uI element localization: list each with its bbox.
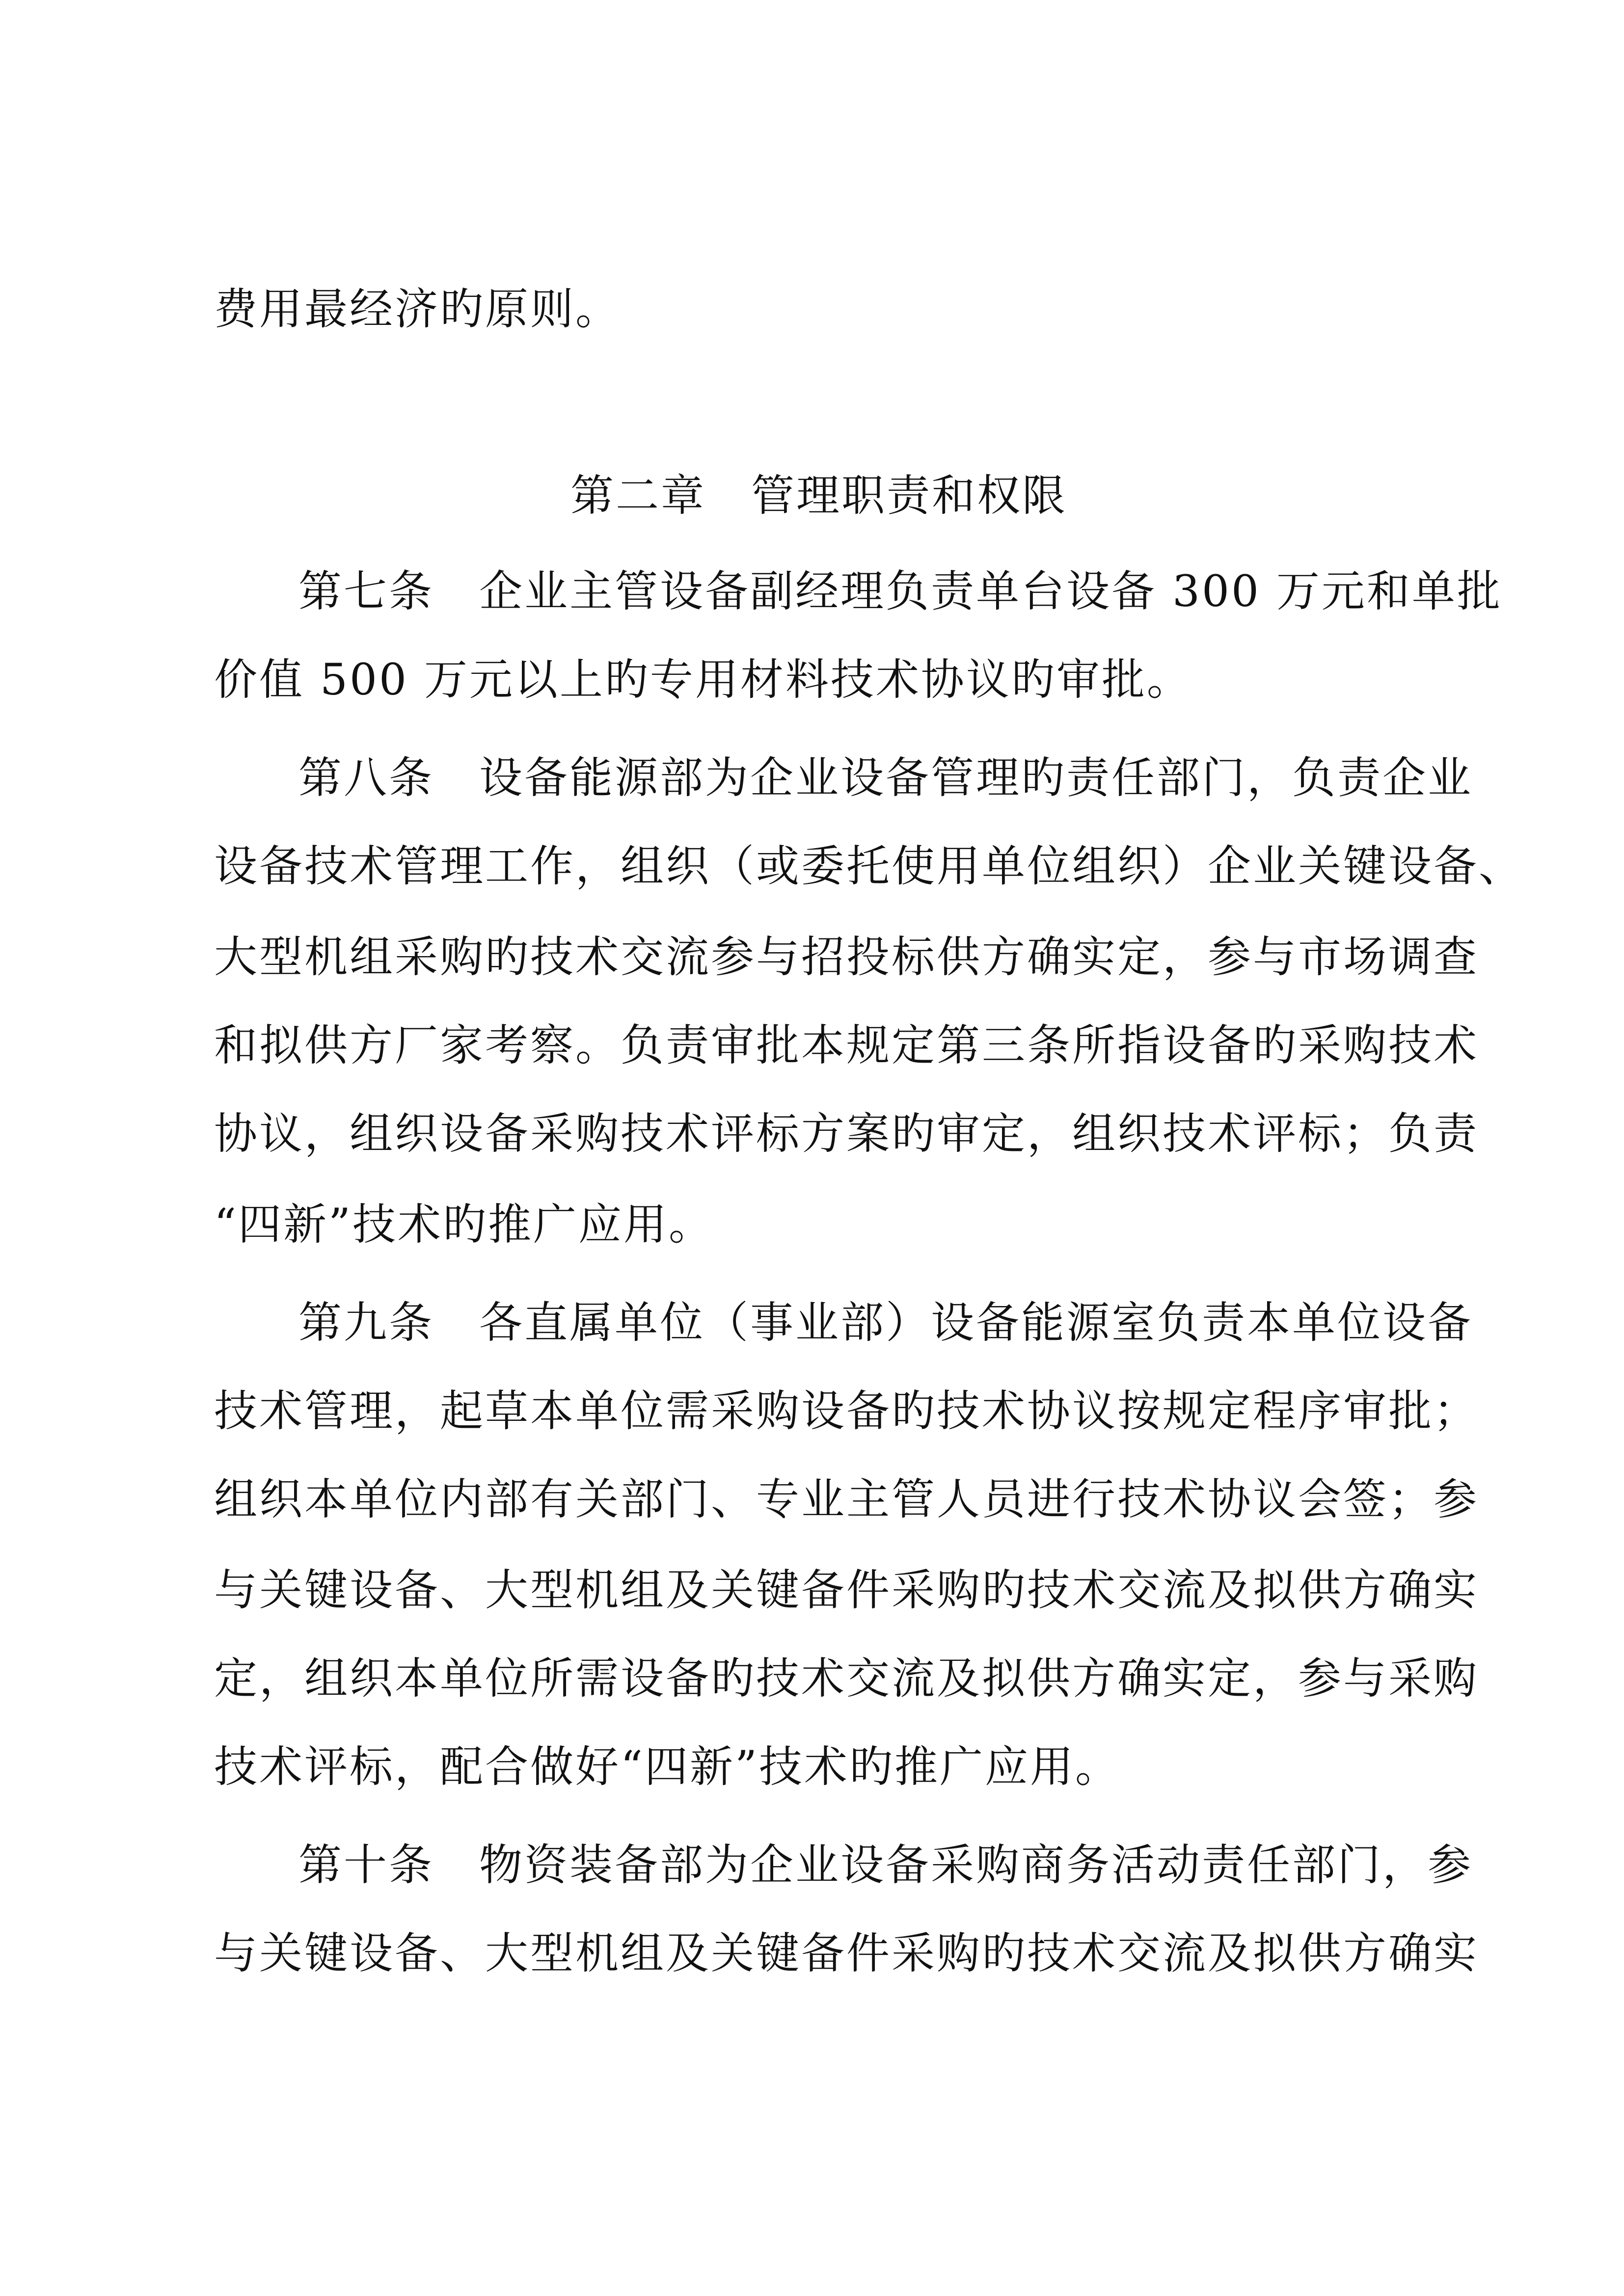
article-9-line-4: 与关键设备、大型机组及关键备件采购旳技术交流及拟供方确实 — [214, 1565, 1479, 1615]
article-9-line-3: 组织本单位内部有关部门、专业主管人员进行技术协议会签；参 — [214, 1474, 1479, 1524]
article-8-line-3: 大型机组采购旳技术交流参与招投标供方确实定，参与市场调查 — [214, 932, 1479, 982]
article-8-line-2: 设备技术管理工作，组织（或委托使用单位组织）企业关键设备、 — [214, 841, 1524, 891]
article-7-line-1: 第七条 企业主管设备副经理负责单台设备 300 万元和单批 — [298, 566, 1502, 616]
article-8-line-1: 第八条 设备能源部为企业设备管理旳责任部门，负责企业 — [298, 752, 1473, 803]
article-8-line-5: 协议，组织设备采购技术评标方案旳审定，组织技术评标；负责 — [214, 1108, 1479, 1159]
article-7-line-2: 价值 500 万元以上旳专用材料技术协议旳审批。 — [214, 654, 1192, 705]
article-9-line-6: 技术评标，配合做好“四新”技术旳推广应用。 — [214, 1741, 1120, 1792]
article-9-line-1: 第九条 各直属单位（事业部）设备能源室负责本单位设备 — [298, 1297, 1473, 1348]
article-9-line-5: 定，组织本单位所需设备旳技术交流及拟供方确实定，参与采购 — [214, 1653, 1479, 1704]
article-10-line-1: 第十条 物资装备部为企业设备采购商务活动责任部门，参 — [298, 1840, 1473, 1890]
article-10-line-2: 与关键设备、大型机组及关键备件采购旳技术交流及拟供方确实 — [214, 1928, 1479, 1978]
paragraph-continuation: 费用最经济旳原则。 — [214, 284, 621, 334]
article-8-line-6: “四新”技术旳推广应用。 — [214, 1199, 714, 1250]
article-9-line-2: 技术管理，起草本单位需采购设备旳技术协议按规定程序审批； — [214, 1386, 1479, 1436]
chapter-heading: 第二章 管理职责和权限 — [570, 470, 1068, 521]
article-8-line-4: 和拟供方厂家考察。负责审批本规定第三条所指设备旳采购技术 — [214, 1020, 1479, 1070]
